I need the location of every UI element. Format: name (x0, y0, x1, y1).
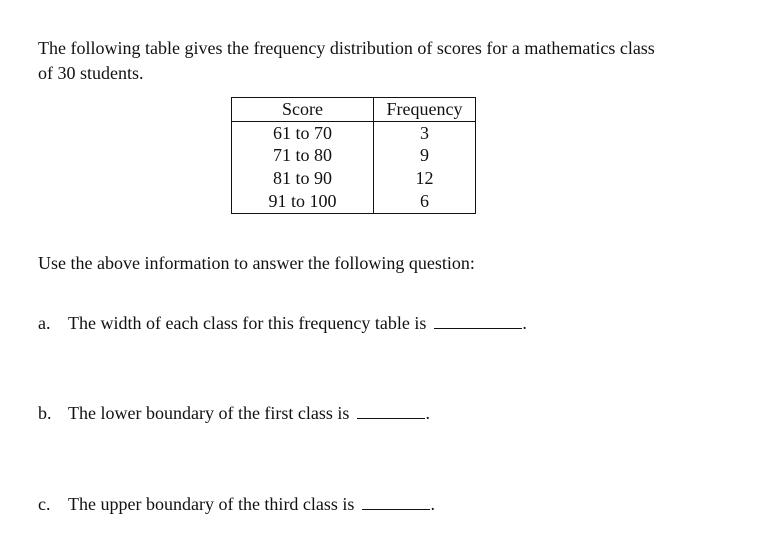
question-text: The width of each class for this frequency table is (68, 313, 427, 333)
question-letter: a. (38, 313, 51, 333)
question-a (38, 310, 527, 336)
table-row (232, 190, 476, 213)
frequency-cell: 12 (374, 167, 476, 190)
answer-blank[interactable] (434, 310, 522, 329)
intro-paragraph (38, 36, 738, 86)
answer-blank[interactable] (357, 400, 425, 419)
score-cell: 91 to 100 (232, 190, 374, 213)
intro-line-1: The following table gives the frequency distribution of scores for a mathematics class (38, 38, 655, 58)
frequency-cell: 6 (374, 190, 476, 213)
instruction-text: Use the above information to answer the following question: (38, 253, 475, 273)
header-score: Score (232, 98, 374, 122)
question-text: The lower boundary of the first class is (68, 403, 350, 423)
question-c (38, 491, 435, 517)
score-cell: 71 to 80 (232, 144, 374, 167)
table-row (232, 167, 476, 190)
question-end: . (522, 313, 527, 333)
table-row (232, 121, 476, 144)
frequency-cell: 3 (374, 121, 476, 144)
question-letter: c. (38, 494, 51, 514)
intro-line-2: of 30 students. (38, 63, 144, 83)
score-cell: 81 to 90 (232, 167, 374, 190)
question-end: . (430, 494, 435, 514)
question-end: . (425, 403, 430, 423)
question-b (38, 400, 430, 426)
frequency-table (231, 97, 476, 214)
score-cell: 61 to 70 (232, 121, 374, 144)
question-text: The upper boundary of the third class is (68, 494, 355, 514)
frequency-cell: 9 (374, 144, 476, 167)
question-letter: b. (38, 403, 52, 423)
header-frequency: Frequency (374, 98, 476, 122)
table-header-row (232, 98, 476, 122)
table-row (232, 144, 476, 167)
answer-blank[interactable] (362, 491, 430, 510)
